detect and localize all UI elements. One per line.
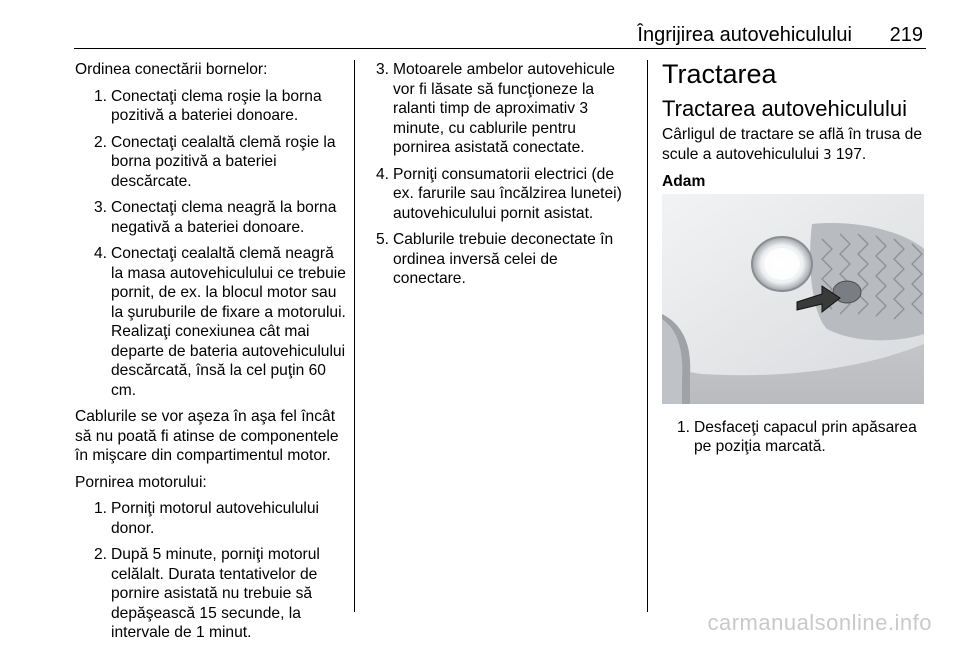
- list-item: [369, 230, 634, 289]
- page-header: [0, 0, 960, 50]
- watermark: carmanualsonline.info: [707, 610, 932, 635]
- list-item: [87, 198, 347, 237]
- section-subheading: Tractarea autovehiculului: [662, 96, 907, 121]
- step-number: 1.: [93, 500, 107, 517]
- list-item: [87, 545, 347, 643]
- step-text: Conectaţi cealaltă clemă neagră la masa autovehiculului ce trebuie pornit, de ex. la blocul motor sau la şuruburile de fixare a motorului. Realizaţi conexiunea cât mai departe de bateria autovehiculului descărcată, însă la cel puţin 60 cm.: [111, 245, 346, 399]
- step-number: 4.: [93, 245, 107, 262]
- model-label: Adam: [662, 173, 706, 190]
- step-text: Conectaţi cealaltă clemă roşie la borna pozitivă a bateriei descărcate.: [111, 133, 336, 190]
- page-number: 219: [889, 24, 923, 46]
- step-number: 2.: [93, 133, 107, 151]
- step-number: 4.: [375, 165, 389, 183]
- column-1: [75, 60, 347, 650]
- step-number: 3.: [375, 61, 389, 78]
- step-text: După 5 minute, porniţi motorul celălalt. Durata tentativelor de pornire asistată nu trebuie să depăşească 15 secunde, la intervale de 1 minut.: [111, 546, 320, 641]
- list-item: [369, 60, 634, 158]
- towing-steps-list: [662, 418, 927, 457]
- connection-steps-list: [75, 87, 347, 401]
- header-rule: [74, 48, 926, 49]
- step-text: Porniţi motorul autovehiculului donor.: [111, 500, 320, 537]
- step-text: Conectaţi clema roşie la borna pozitivă a bateriei donoare.: [111, 87, 322, 124]
- list-item: [87, 87, 347, 126]
- page-reference-link[interactable]: 197.: [835, 145, 867, 163]
- step-text: Cablurile trebuie deconectate în ordinea inversă celei de conectare.: [393, 231, 614, 287]
- tow-hook-text: Cârligul de tractare se află în trusa de scule a autovehiculului: [662, 126, 923, 163]
- step-number: 3.: [93, 199, 107, 216]
- list-item: [369, 165, 634, 224]
- column-divider-2: [647, 60, 648, 612]
- bumper-photo: [662, 194, 924, 404]
- column-2: [369, 60, 634, 296]
- tow-hook-paragraph: [662, 125, 927, 165]
- engine-start-intro: Pornirea motorului:: [75, 473, 207, 491]
- continued-steps-list: [369, 60, 634, 289]
- connection-order-intro: Ordinea conectării bornelor:: [75, 61, 268, 78]
- page-title: Îngrijirea autovehiculului: [637, 24, 852, 46]
- step-number: 2.: [93, 546, 107, 563]
- list-item: [670, 418, 927, 457]
- column-3: [662, 60, 927, 464]
- cable-placement-paragraph: Cablurile se vor aşeza în aşa fel încât să nu poată fi atinse de componentele în mişcare din compartimentul motor.: [75, 408, 339, 464]
- engine-start-steps-list: [75, 499, 347, 643]
- list-item: [87, 499, 347, 538]
- list-item: [87, 244, 347, 400]
- step-number: 1.: [93, 87, 107, 105]
- section-heading: Tractarea: [662, 59, 777, 89]
- step-text: Porniţi consumatorii electrici (de ex. farurile sau încălzirea lunetei) autovehiculului pornit asistat.: [393, 165, 622, 222]
- page-reference-icon: 3: [823, 147, 832, 163]
- step-text: Conectaţi clema neagră la borna negativă a bateriei donoare.: [111, 199, 337, 236]
- column-divider-1: [354, 60, 355, 612]
- step-text: Desfaceţi capacul prin apăsarea pe poziţia marcată.: [694, 418, 917, 455]
- step-number: 5.: [375, 231, 389, 248]
- list-item: [87, 133, 347, 192]
- step-text: Motoarele ambelor autovehicule vor fi lăsate să funcţioneze la ralanti timp de aproximativ 3 minute, cu cablurile pentru pornirea asistată conectate.: [393, 61, 615, 156]
- step-number: 1.: [676, 418, 690, 436]
